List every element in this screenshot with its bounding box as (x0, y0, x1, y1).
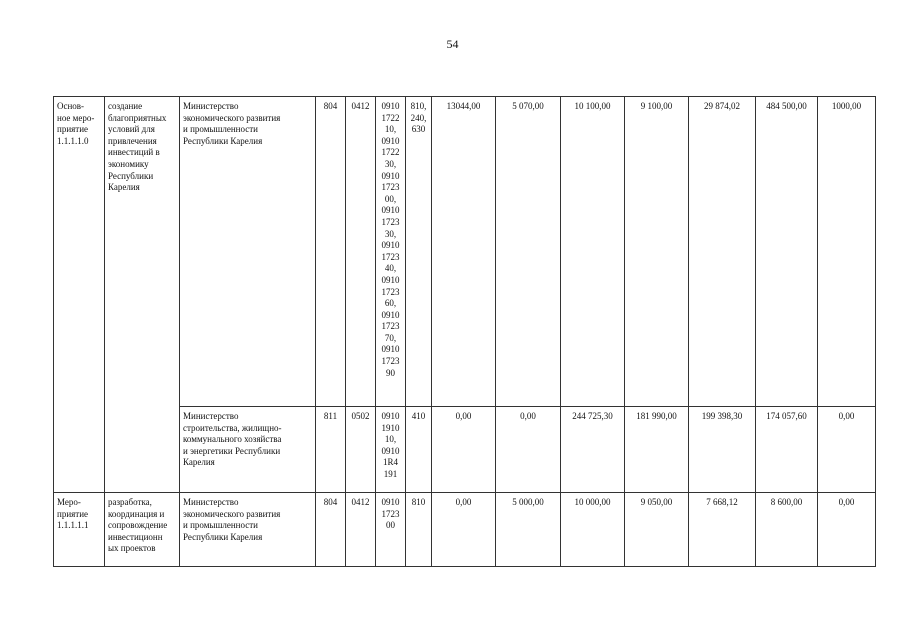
value-cell: 9 100,00 (625, 97, 689, 407)
rzpr-cell: 0502 (346, 407, 376, 493)
value-cell: 199 398,30 (689, 407, 756, 493)
value-cell: 10 000,00 (561, 493, 625, 567)
table-row (54, 97, 876, 407)
grbs-cell: 804 (316, 493, 346, 567)
value-cell: 0,00 (432, 407, 496, 493)
value-cell: 181 990,00 (625, 407, 689, 493)
value-cell: 244 725,30 (561, 407, 625, 493)
executor-cell: Министерство экономического развития и промышленности Республики Карелия (180, 493, 316, 567)
vr-cell: 410 (406, 407, 432, 493)
rzpr-cell: 0412 (346, 493, 376, 567)
vr-cell: 810, 240, 630 (406, 97, 432, 407)
grbs-cell: 804 (316, 97, 346, 407)
rzpr-cell: 0412 (346, 97, 376, 407)
csr-cell: 0910 1723 00 (376, 493, 406, 567)
activity-code-cell: Меро- приятие 1.1.1.1.1 (54, 493, 105, 567)
value-cell: 174 057,60 (756, 407, 818, 493)
value-cell: 29 874,02 (689, 97, 756, 407)
csr-cell: 0910 1910 10, 0910 1R4 191 (376, 407, 406, 493)
value-cell: 8 600,00 (756, 493, 818, 567)
value-cell: 484 500,00 (756, 97, 818, 407)
page-number: 54 (446, 37, 459, 51)
budget-table (53, 96, 876, 567)
activity-name-cell: создание благоприятных условий для привлечения инвестиций в экономику Республики Карелия (105, 97, 180, 493)
value-cell: 9 050,00 (625, 493, 689, 567)
value-cell: 13044,00 (432, 97, 496, 407)
table-row (54, 493, 876, 567)
value-cell: 5 070,00 (496, 97, 561, 407)
value-cell: 1000,00 (818, 97, 876, 407)
activity-name-cell: разработка, координация и сопровождение инвестиционн ых проектов (105, 493, 180, 567)
csr-cell: 0910 1722 10, 0910 1722 30, 0910 1723 00, 0910 1723 30, 0910 1723 40, 0910 1723 60, 0910 1723 70, 0910 1723 90 (376, 97, 406, 407)
executor-cell: Министерство экономического развития и промышленности Республики Карелия (180, 97, 316, 407)
value-cell: 0,00 (818, 493, 876, 567)
value-cell: 0,00 (496, 407, 561, 493)
vr-cell: 810 (406, 493, 432, 567)
executor-cell: Министерство строительства, жилищно- коммунального хозяйства и энергетики Республики Карелия (180, 407, 316, 493)
activity-code-cell: Основ- ное меро- приятие 1.1.1.1.0 (54, 97, 105, 493)
grbs-cell: 811 (316, 407, 346, 493)
value-cell: 10 100,00 (561, 97, 625, 407)
value-cell: 5 000,00 (496, 493, 561, 567)
value-cell: 0,00 (432, 493, 496, 567)
value-cell: 0,00 (818, 407, 876, 493)
value-cell: 7 668,12 (689, 493, 756, 567)
